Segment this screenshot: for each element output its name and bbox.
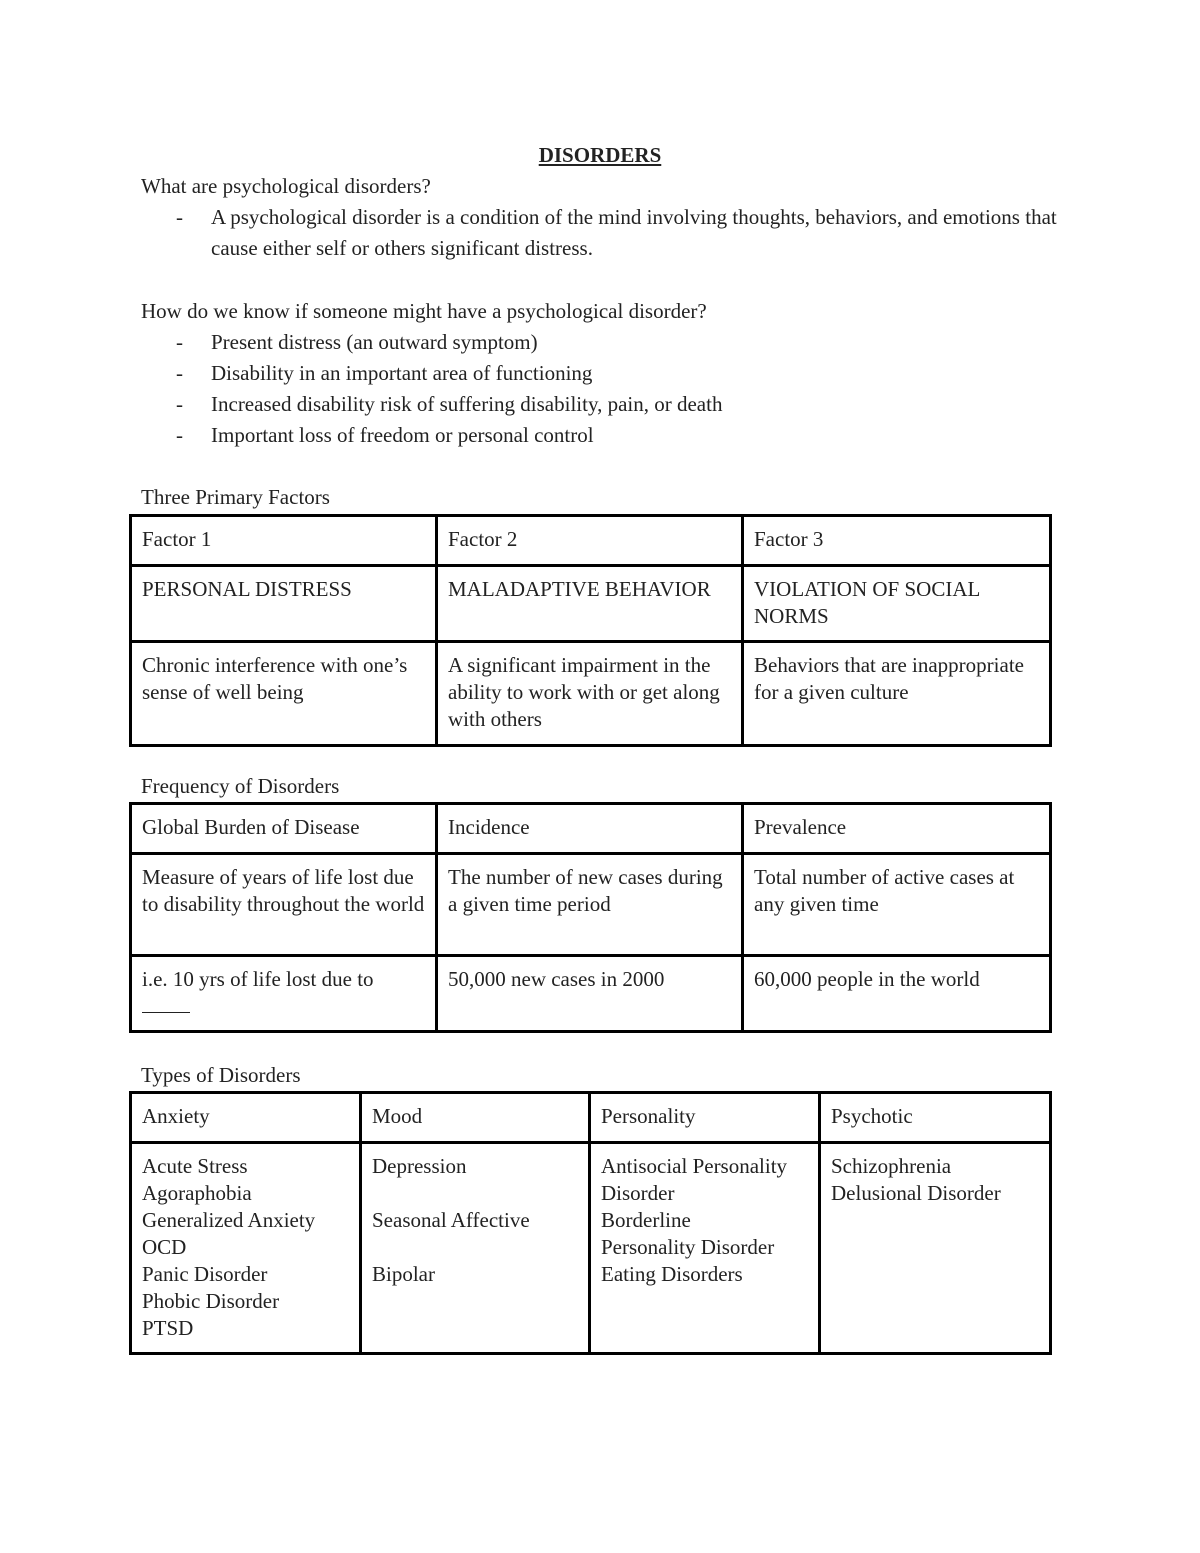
table-cell: 60,000 people in the world bbox=[743, 956, 1051, 1032]
list-item: - Increased disability risk of suffering disability, pain, or death bbox=[141, 389, 1061, 420]
table-row bbox=[131, 642, 1051, 746]
table-cell: Total number of active cases at any given time bbox=[743, 854, 1051, 956]
criteria-section bbox=[141, 296, 1061, 451]
table-cell: Factor 2 bbox=[437, 516, 743, 566]
table-row bbox=[131, 566, 1051, 642]
table-cell: Antisocial Personality Disorder Borderline Personality Disorder Eating Disorders bbox=[590, 1143, 820, 1354]
definition-list bbox=[141, 202, 1061, 264]
criteria-question: How do we know if someone might have a psychological disorder? bbox=[141, 299, 707, 323]
criteria-list bbox=[141, 327, 1061, 451]
table-cell bbox=[131, 956, 437, 1032]
table-cell: Acute Stress Agoraphobia Generalized Anxiety OCD Panic Disorder Phobic Disorder PTSD bbox=[131, 1143, 361, 1354]
page-title: DISORDERS bbox=[538, 143, 662, 167]
table-row bbox=[131, 956, 1051, 1032]
table-cell: Schizophrenia Delusional Disorder bbox=[820, 1143, 1051, 1354]
types-table bbox=[129, 1091, 1052, 1355]
frequency-table bbox=[129, 802, 1052, 1033]
list-item: - Important loss of freedom or personal control bbox=[141, 420, 1061, 451]
example-text: i.e. 10 yrs of life lost due to bbox=[142, 967, 374, 991]
table-cell: Chronic interference with one’s sense of well being bbox=[131, 642, 437, 746]
table-row bbox=[131, 854, 1051, 956]
table-cell: VIOLATION OF SOCIAL NORMS bbox=[743, 566, 1051, 642]
table-cell: Global Burden of Disease bbox=[131, 804, 437, 854]
table-row bbox=[131, 804, 1051, 854]
table-cell: Factor 1 bbox=[131, 516, 437, 566]
definition-section bbox=[141, 171, 1061, 264]
list-item: - Disability in an important area of functioning bbox=[141, 358, 1061, 389]
fill-in-blank bbox=[142, 1011, 190, 1013]
table-cell: A significant impairment in the ability to work with or get along with others bbox=[437, 642, 743, 746]
factors-heading: Three Primary Factors bbox=[141, 485, 330, 509]
table-cell: Personality bbox=[590, 1093, 820, 1143]
list-item: - Present distress (an outward symptom) bbox=[141, 327, 1061, 358]
table-cell: Factor 3 bbox=[743, 516, 1051, 566]
table-row bbox=[131, 516, 1051, 566]
list-item: - A psychological disorder is a condition of the mind involving thoughts, behaviors, and emotions that cause either self or others significant distress. bbox=[141, 202, 1061, 264]
table-cell: Prevalence bbox=[743, 804, 1051, 854]
table-cell: 50,000 new cases in 2000 bbox=[437, 956, 743, 1032]
table-cell: Anxiety bbox=[131, 1093, 361, 1143]
frequency-heading: Frequency of Disorders bbox=[141, 774, 340, 798]
table-row bbox=[131, 1093, 1051, 1143]
table-cell: Psychotic bbox=[820, 1093, 1051, 1143]
types-heading: Types of Disorders bbox=[141, 1063, 301, 1087]
table-cell: The number of new cases during a given time period bbox=[437, 854, 743, 956]
definition-question: What are psychological disorders? bbox=[141, 174, 431, 198]
table-cell: MALADAPTIVE BEHAVIOR bbox=[437, 566, 743, 642]
table-cell: Behaviors that are inappropriate for a given culture bbox=[743, 642, 1051, 746]
table-cell: Measure of years of life lost due to disability throughout the world bbox=[131, 854, 437, 956]
table-cell: Mood bbox=[361, 1093, 590, 1143]
factors-table bbox=[129, 514, 1052, 747]
table-cell: Depression Seasonal Affective Bipolar bbox=[361, 1143, 590, 1354]
table-cell: PERSONAL DISTRESS bbox=[131, 566, 437, 642]
table-row bbox=[131, 1143, 1051, 1354]
table-cell: Incidence bbox=[437, 804, 743, 854]
